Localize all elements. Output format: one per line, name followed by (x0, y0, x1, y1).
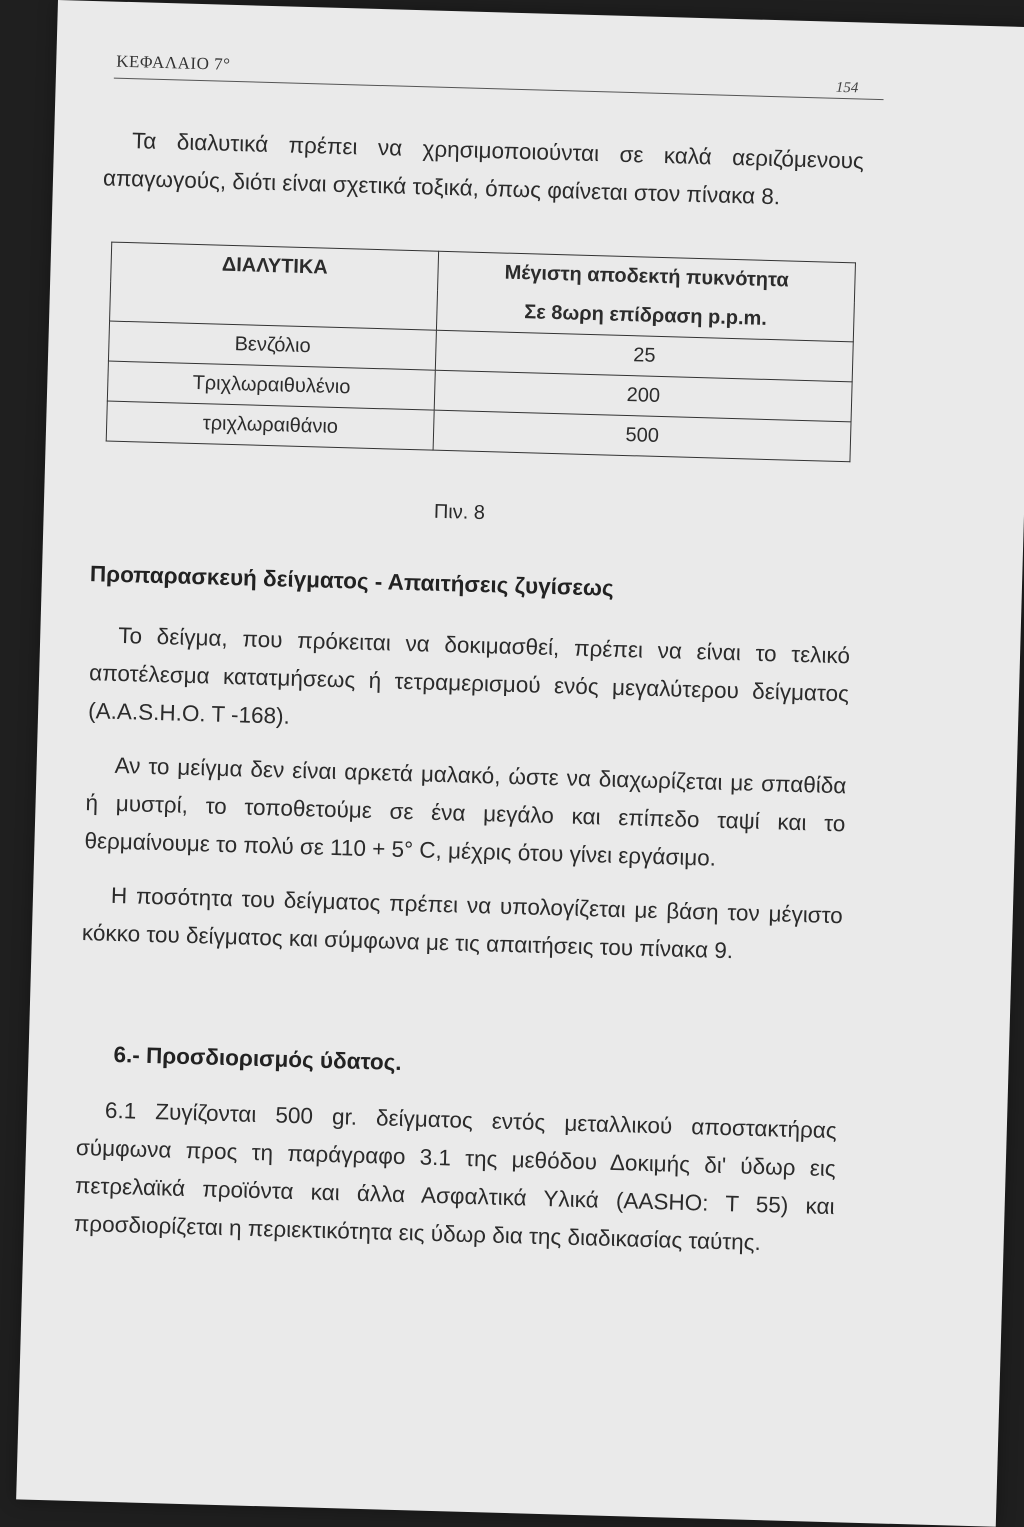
solvent-value: 500 (433, 410, 851, 462)
sample-prep-paragraph-2: Αν το μείγμα δεν είναι αρκετά μαλακό, ώστε να διαχωρίζεται με σπαθίδα ή μυστρί, το τοποθετούμε σε ένα μεγάλο και επίπεδο ταψί και το θερμαίνουμε το πολύ σε 110 + 5° C, μέχρις ότου γίνει εργάσιμο. (84, 752, 847, 871)
header-rule (114, 78, 884, 100)
solvent-value: 200 (435, 370, 853, 422)
solvent-value: 25 (436, 330, 854, 382)
water-determination-paragraph: 6.1 Ζυγίζονται 500 gr. δείγματος εντός μεταλλικού αποστακτήρας σύμφωνα προς τη παράγραφο 3.1 της μεθόδου Δοκιμής δι' ύδωρ εις πετρελαϊκά προϊόντα και άλλα Ασφαλτικά Υλικά (AASHO: T 55) και προσδιορίζεται η περιεκτικότητα εις ύδωρ δια της διαδικασίας ταύτης. (73, 1097, 838, 1256)
document-page (16, 0, 1024, 1527)
section-heading-sample-prep: Προπαρασκευή δείγματος - Απαιτήσεις ζυγίσεως (89, 561, 615, 601)
header-exposure: Σε 8ωρη επίδραση p.p.m. (437, 291, 855, 342)
table-caption: Πιν. 8 (433, 500, 486, 525)
section-heading-water-determination: 6.- Προσδιορισμός ύδατος. (113, 1041, 402, 1076)
solvent-name: Τριχλωραιθυλένιο (107, 361, 435, 410)
sample-prep-paragraph-1: Το δείγμα, που πρόκειται να δοκιμασθεί, πρέπει να είναι το τελικό αποτέλεσμα κατατμήσεως ή τετραμερισμού ενός μεγαλύτερου δείγματος (A.A.S.H.O. T -168). (87, 622, 851, 729)
solvents-table (106, 242, 856, 463)
intro-paragraph: Τα διαλυτικά πρέπει να χρησιμοποιούνται σε καλά αεριζόμενους απαγωγούς, διότι είναι σχετικά τοξικά, όπως φαίνεται στον πίνακα 8. (102, 128, 865, 210)
solvent-name: τριχλωραιθάνιο (106, 401, 434, 450)
sample-prep-paragraph-3: Η ποσότητα του δείγματος πρέπει να υπολογίζεται με βάση τον μέγιστο κόκκο του δείγματος και σύμφωνα με τις απαιτήσεις του πίνακα 9. (81, 882, 844, 964)
page-number: 154 (835, 79, 859, 97)
header-solvents: ΔΙΑΛΥΤΙΚΑ (111, 242, 439, 291)
chapter-header: ΚΕΦΑΛΑΙΟ 7° (116, 51, 231, 74)
header-max-concentration: Μέγιστη αποδεκτή πυκνότητα (438, 251, 856, 302)
solvent-name: Βενζόλιο (108, 321, 436, 370)
